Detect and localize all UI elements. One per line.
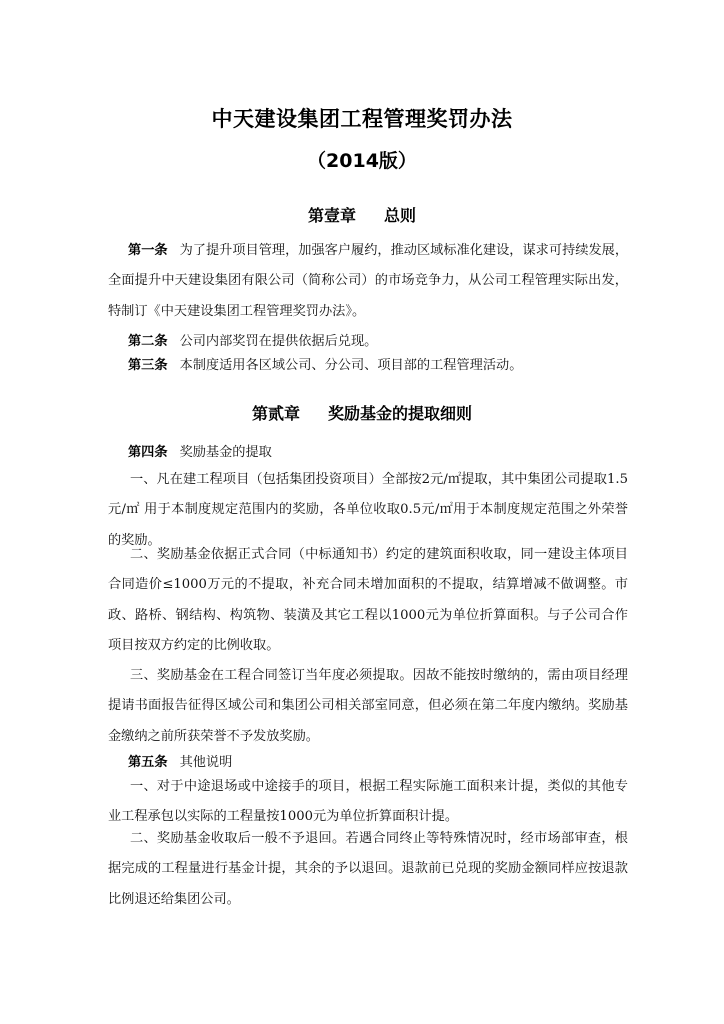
article-5-item-1: 一、对于中途退场或中途接手的项目，根据工程实际施工面积来计提，类似的其他专业工程承包以实际的工程量按1000元为单位折算面积计提。 bbox=[108, 779, 628, 825]
article-2-label: 第二条 bbox=[128, 334, 168, 349]
article-3-label: 第三条 bbox=[128, 358, 168, 373]
article-5-text: 其他说明 bbox=[179, 755, 233, 770]
chapter-2-heading bbox=[0, 401, 724, 424]
article-3 bbox=[108, 351, 628, 381]
chapter-2-number: 第贰章 bbox=[251, 404, 300, 423]
article-4-item-3: 三、奖励基金在工程合同签订当年度必须提取。因故不能按时缴纳的，需由项目经理提请书面报告征得区域公司和集团公司相关部室同意，但必须在第二年度内缴纳。奖励基金缴纳之前所获荣誉不予发放奖励。 bbox=[108, 668, 628, 744]
article-4-item-1: 一、凡在建工程项目（包括集团投资项目）全部按2元/㎡提取，其中集团公司提取1.5元/㎡ 用于本制度规定范围内的奖励，各单位收取0.5元/㎡用于本制度规定范围之外荣誉的奖励。 bbox=[108, 472, 628, 548]
chapter-1-number: 第壹章 bbox=[307, 206, 356, 225]
article-4-label: 第四条 bbox=[128, 445, 168, 460]
document-edition: （2014版） bbox=[307, 150, 417, 172]
chapter-1-heading bbox=[0, 203, 724, 226]
document-title: 中天建设集团工程管理奖罚办法 bbox=[211, 107, 513, 131]
article-2-text: 公司内部奖罚在提供依据后兑现。 bbox=[179, 334, 378, 349]
article-4 bbox=[108, 438, 628, 468]
chapter-1-name: 总则 bbox=[384, 206, 417, 225]
article-4-text: 奖励基金的提取 bbox=[179, 445, 272, 460]
article-4-item-2: 二、奖励基金依据正式合同（中标通知书）约定的建筑面积收取，同一建设主体项目合同造价≤1000万元的不提取，补充合同未增加面积的不提取，结算增减不做调整。市政、路桥、钢结构、构筑物、装潢及其它工程以1000元为单位折算面积。与子公司合作项目按双方约定的比例收取。 bbox=[108, 547, 628, 653]
article-1 bbox=[108, 236, 628, 327]
article-1-label: 第一条 bbox=[128, 243, 168, 258]
article-5-item-2: 二、奖励基金收取后一般不予退回。若遇合同终止等特殊情况时，经市场部审查，根据完成的工程量进行基金计提，其余的予以退回。退款前已兑现的奖励金额同样应按退款比例退还给集团公司。 bbox=[108, 831, 628, 907]
article-5-label: 第五条 bbox=[128, 755, 168, 770]
chapter-2-name: 奖励基金的提取细则 bbox=[328, 404, 473, 423]
article-1-text: 为了提升项目管理，加强客户履约，推动区域标准化建设，谋求可持续发展，全面提升中天建设集团有限公司（简称公司）的市场竞争力，从公司工程管理实际出发，特制订《中天建设集团工程管理奖罚办法》。 bbox=[108, 243, 629, 319]
article-3-text: 本制度适用各区域公司、分公司、项目部的工程管理活动。 bbox=[179, 358, 523, 373]
